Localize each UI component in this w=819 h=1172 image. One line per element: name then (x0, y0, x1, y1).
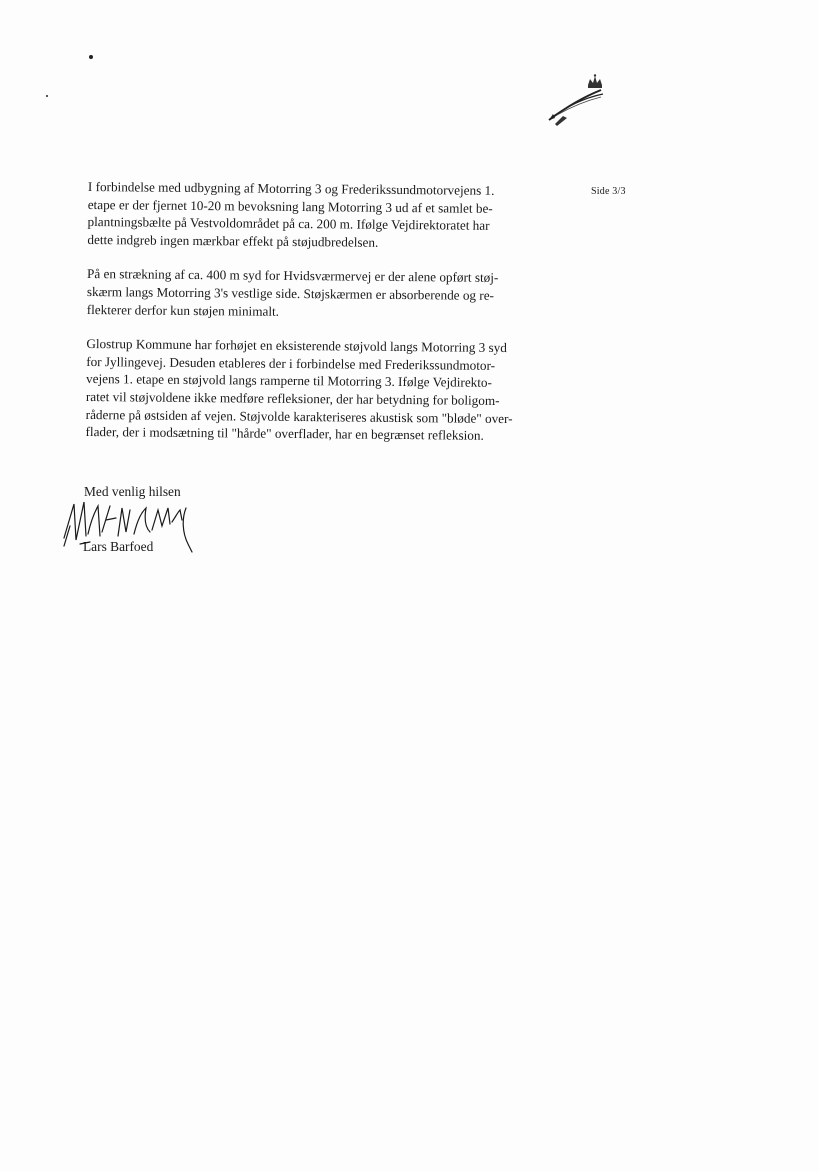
paragraph (87, 178, 548, 253)
text-line: etape er der fjernet 10-20 m bevoksning lang Motorring 3 ud af et samlet be- (87, 196, 493, 216)
paragraph (85, 335, 546, 445)
text-line: dette indgreb ingen mærkbar effekt på støjudbredelsen. (87, 231, 379, 250)
text-line: flekterer derfor kun støjen minimalt. (86, 301, 280, 319)
paragraph (87, 265, 547, 322)
text-line: plantningsbælte på Vestvoldområdet på ca. 200 m. Ifølge Vejdirektoratet har (87, 214, 490, 234)
text-line: Glostrup Kommune har forhøjet en eksisterende støjvold langs Motorring 3 syd (86, 336, 507, 356)
letter-body (85, 178, 548, 462)
text-line: for Jyllingevej. Desuden etableres der i forbindelse med Frederikssundmotor- (86, 353, 496, 373)
text-line: råderne på østsiden af vejen. Støjvolde karakteriseres akustisk som "bløde" over- (85, 406, 513, 426)
text-line: På en strækning af ca. 400 m syd for Hvidsværmervej er der alene opført støj- (87, 266, 499, 286)
text-line: I forbindelse med udbygning af Motorring 3 og Frederikssundmotorvejens 1. (87, 178, 495, 198)
text-line: vejens 1. etape en støjvold langs ramperne til Motorring 3. Ifølge Vejdirekto- (86, 371, 493, 391)
page-number: Side 3/3 (591, 186, 626, 197)
ministry-logo-icon (543, 74, 613, 130)
closing-greeting: Med venlig hilsen (84, 484, 181, 499)
text-line: skærm langs Motorring 3's vestlige side. Støjskærmen er absorberende og re- (86, 283, 495, 303)
text-line: flader, der i modsætning til "hårde" overflader, har en begrænset refleksion. (85, 424, 484, 443)
text-line: ratet vil støjvoldene ikke medføre refleksioner, der har betydning for boligom- (85, 388, 500, 408)
scan-speck (46, 95, 48, 97)
signer-name: Lars Barfoed (83, 539, 154, 554)
scan-speck (89, 55, 93, 59)
